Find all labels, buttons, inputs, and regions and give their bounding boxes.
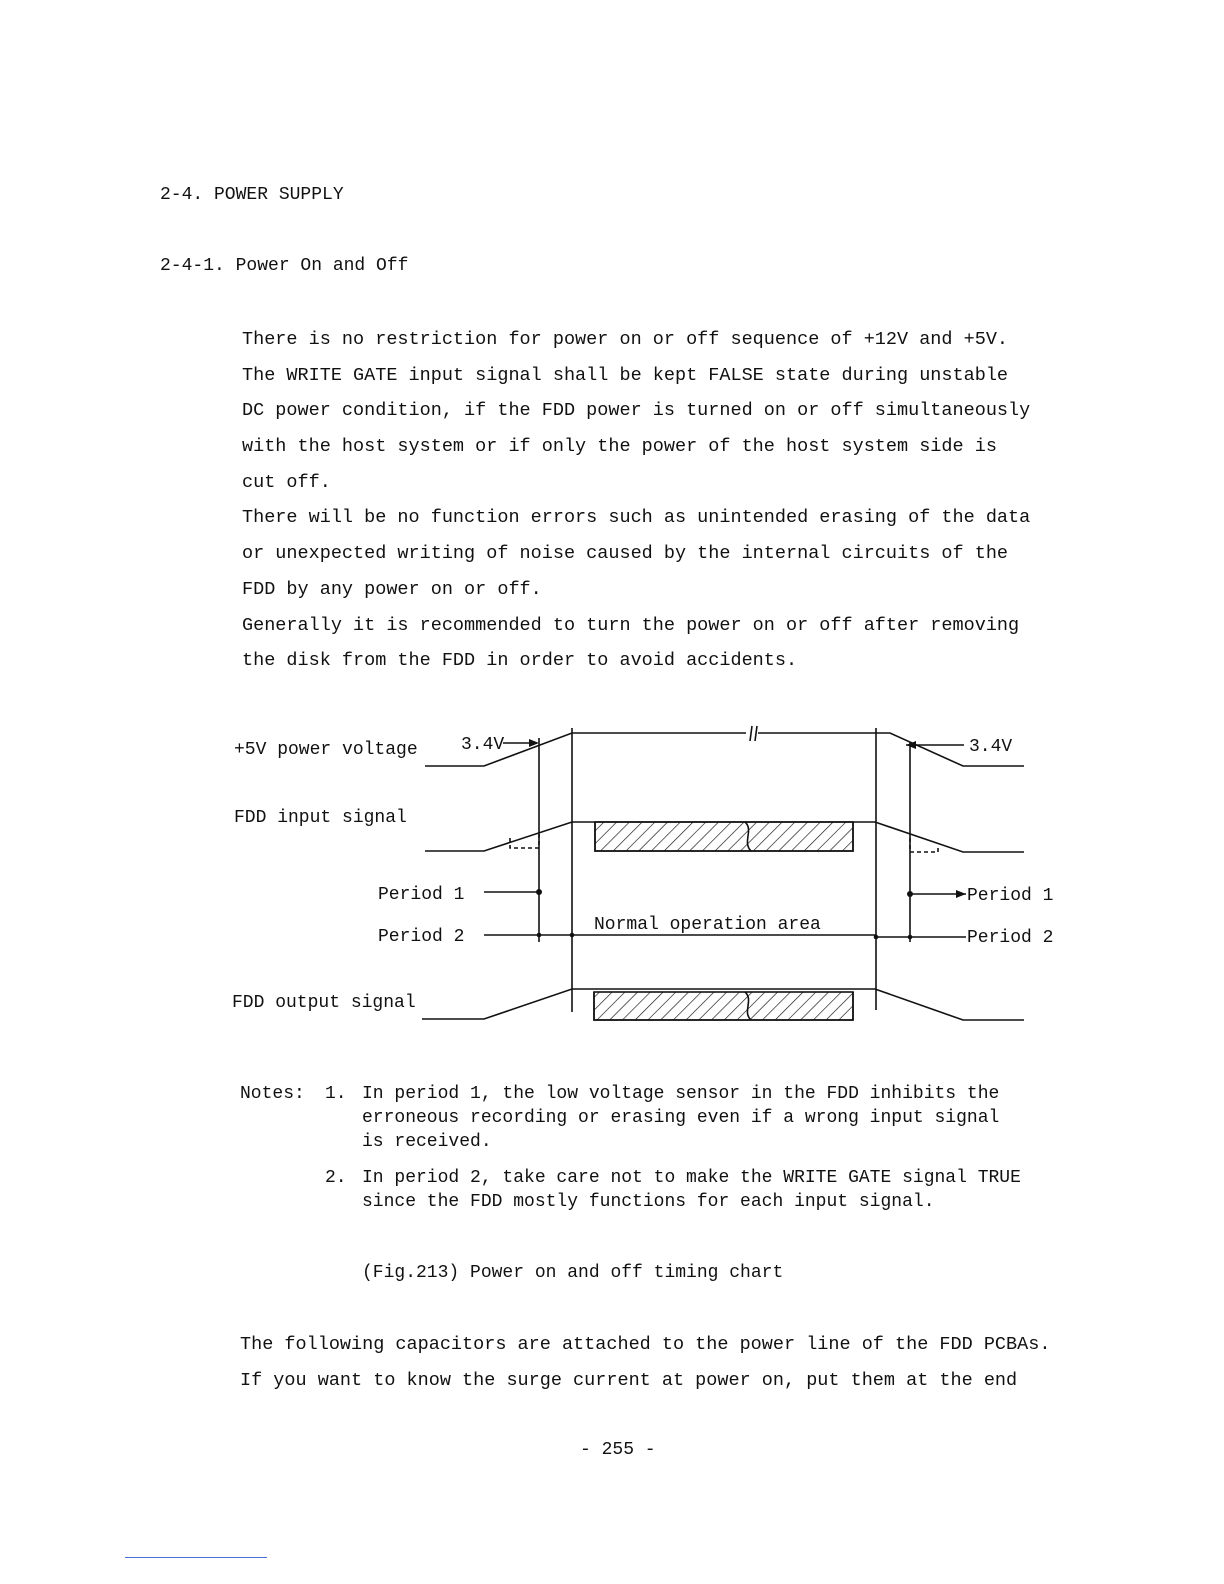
arrow-head [956, 890, 966, 898]
threshold-right-label: 3.4V [969, 737, 1013, 757]
power-waveform [425, 733, 1024, 766]
body-line: The WRITE GATE input signal shall be kept FALSE state during unstable [242, 364, 1009, 386]
section-title: 2-4. POWER SUPPLY [160, 185, 344, 205]
closing-line: The following capacitors are attached to the power line of the FDD PCBAs. [240, 1334, 1051, 1355]
input-hatch-area [595, 822, 853, 851]
body-line: FDD by any power on or off. [242, 578, 542, 600]
note-line: In period 1, the low voltage sensor in the FDD inhibits the [362, 1084, 1000, 1104]
body-line: with the host system or if only the power of the host system side is [242, 436, 997, 458]
period1-right-label: Period 1 [967, 886, 1054, 906]
body-line: There is no restriction for power on or off sequence of +12V and +5V. [242, 329, 1009, 350]
closing-line: If you want to know the surge current at power on, put them at the end [240, 1369, 1018, 1391]
note-2-text [362, 1166, 1021, 1214]
break-mark [750, 726, 757, 741]
note-line: since the FDD mostly functions for each input signal. [362, 1192, 935, 1212]
period2-left-label: Period 2 [378, 927, 465, 947]
footer-rule [125, 1557, 267, 1558]
body-line: There will be no function errors such as unintended erasing of the data [242, 507, 1031, 529]
body-line: DC power condition, if the FDD power is turned on or off simultaneously [242, 400, 1031, 422]
input-signal-label: FDD input signal [234, 808, 407, 828]
note-1-text [362, 1082, 999, 1154]
input-dashed-right [910, 838, 938, 852]
note-line: In period 2, take care not to make the WRITE GATE signal TRUE [362, 1168, 1021, 1188]
page-number: - 255 - [580, 1440, 656, 1460]
output-hatch-area [594, 992, 853, 1020]
figure-caption: (Fig.213) Power on and off timing chart [362, 1263, 784, 1283]
threshold-left-label: 3.4V [461, 735, 505, 755]
output-signal-label: FDD output signal [232, 993, 416, 1013]
body-line: the disk from the FDD in order to avoid accidents. [242, 650, 798, 672]
subsection-title: 2-4-1. Power On and Off [160, 256, 409, 276]
period2-right-label: Period 2 [967, 928, 1054, 948]
period1-left-label: Period 1 [378, 885, 465, 905]
body-line: Generally it is recommended to turn the power on or off after removing [242, 614, 1020, 636]
note-number: 1. [325, 1084, 347, 1104]
closing-paragraph [240, 1327, 1050, 1398]
body-line: cut off. [242, 471, 331, 493]
normal-area-label: Normal operation area [594, 915, 821, 935]
body-line: or unexpected writing of noise caused by the internal circuits of the [242, 543, 1009, 565]
power-voltage-label: +5V power voltage [234, 740, 418, 760]
note-line: is received. [362, 1132, 492, 1152]
note-line: erroneous recording or erasing even if a wrong input signal [362, 1108, 1000, 1128]
notes-label: Notes: [240, 1084, 305, 1104]
note-number: 2. [325, 1168, 347, 1188]
